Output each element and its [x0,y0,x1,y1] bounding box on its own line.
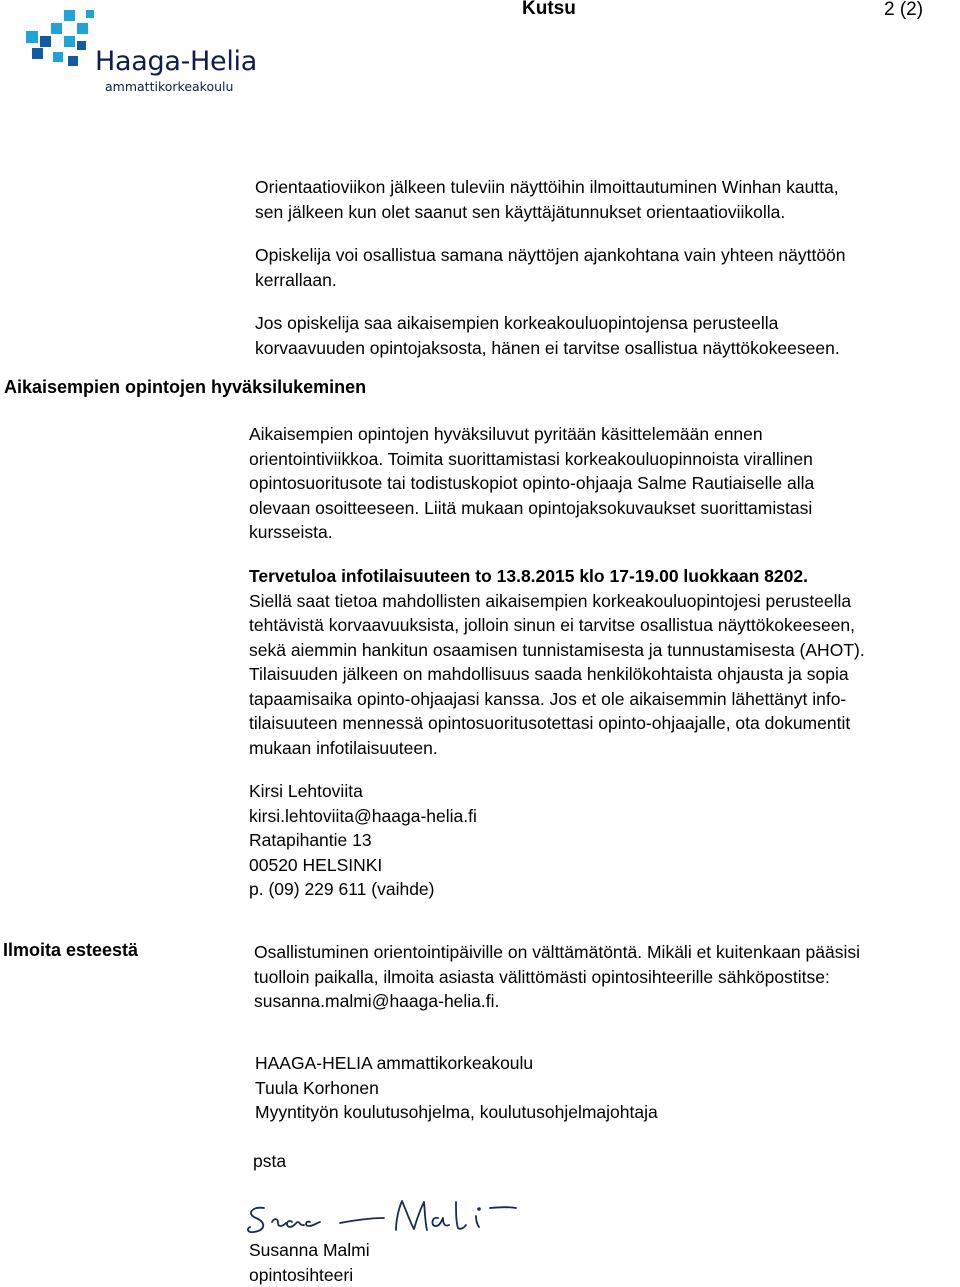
logo-name: Haaga-Helia [95,46,257,77]
per-procurationem: psta [253,1151,287,1171]
signer-name: Susanna Malmi [249,1240,370,1260]
signer-block [249,1238,370,1287]
absence-email-link[interactable]: susanna.malmi@haaga-helia.fi. [254,991,500,1011]
text-line: korvaavuuden opintojaksosta, hänen ei tarvitse osallistua näyttökokeeseen. [255,337,840,358]
info-session [249,564,865,760]
handwritten-signature [244,1196,519,1243]
text-line: kursseista. [249,522,333,542]
text-line: sekä aiemmin hankitun osaamisen tunnistamisesta ja tunnustamisesta (AHOT). [249,639,865,660]
text-line: Jos opiskelija saa aikaisempien korkeakouluopintojensa perusteella [255,313,779,333]
absence-body [254,940,860,1014]
contact-block [249,779,477,902]
text-line: tapaamisaika opinto-ohjaajasi kanssa. Jos et ole aikaisemmin lähettänyt info- [249,688,847,709]
signature-icon [244,1196,519,1238]
section-heading-recognition: Aikaisempien opintojen hyväksilukeminen [4,377,367,397]
recognition-body [249,422,814,545]
contact-street: Ratapihantie 13 [249,830,372,850]
paragraph-one-exam [255,243,846,292]
sender-title: Myyntityön koulutusohjelma, koulutusohjelmajohtaja [255,1102,658,1122]
logo-squares-icon [26,10,96,70]
text-line: orientointiviikkoa. Toimita suorittamistasi korkeakouluopinnoista virallinen [249,448,813,469]
text-line: Opiskelija voi osallistua samana näyttöjen ajankohtana vain yhteen näyttöön [255,245,846,265]
sender-organization: HAAGA-HELIA ammattikorkeakoulu [255,1053,534,1073]
text-line: tuolloin paikalla, ilmoita asiasta välittömästi opintosihteerille sähköpostitse: [254,966,830,987]
paragraph-exemption [255,311,840,360]
paragraph-registration [255,175,839,224]
text-line: tehtävistä korvaavuuksista, jolloin sinun ei tarvitse osallistua näyttökokeeseen, [249,615,856,635]
sender-block [255,1051,658,1125]
text-line: Aikaisempien opintojen hyväksiluvut pyritään käsittelemään ennen [249,424,763,444]
page-number: 2 (2) [884,0,924,20]
text-line: Orientaatioviikon jälkeen tuleviin näyttöihin ilmoittautuminen Winhan kautta, [255,177,839,197]
text-line: tilaisuuteen mennessä opintosuoritusotettasi opinto-ohjaajalle, ota dokumentit [249,713,851,733]
document-title: Kutsu [522,0,576,19]
text-line: Siellä saat tietoa mahdollisten aikaisempien korkeakouluopintojesi perusteella [249,590,852,611]
section-heading-absence: Ilmoita esteestä [3,940,139,960]
sender-name: Tuula Korhonen [255,1077,379,1098]
text-line: opintosuoritusote tai todistuskopiot opinto-ohjaaja Salme Rautiaiselle alla [249,473,815,493]
signer-title: opintosihteeri [249,1264,354,1285]
contact-name: Kirsi Lehtoviita [249,781,363,801]
text-line: mukaan infotilaisuuteen. [249,737,438,758]
contact-postal: 00520 HELSINKI [249,854,383,875]
text-line: olevaan osoitteeseen. Liitä mukaan opintojaksokuvaukset suorittamistasi [249,497,813,518]
contact-phone: p. (09) 229 611 (vaihde) [249,879,435,899]
text-line: kerrallaan. [255,269,337,290]
info-session-heading: Tervetuloa infotilaisuuteen to 13.8.2015 klo 17-19.00 luokkaan 8202. [249,566,808,586]
text-line: sen jälkeen kun olet saanut sen käyttäjätunnukset orientaatioviikolla. [255,201,786,222]
text-line: Osallistuminen orientointipäiville on välttämätöntä. Mikäli et kuitenkaan pääsisi [254,942,861,962]
contact-email-link[interactable]: kirsi.lehtoviita@haaga-helia.fi [249,805,477,826]
logo-subtitle: ammattikorkeakoulu [105,79,234,94]
text-line: Tilaisuuden jälkeen on mahdollisuus saada henkilökohtaista ohjausta ja sopia [249,664,849,684]
